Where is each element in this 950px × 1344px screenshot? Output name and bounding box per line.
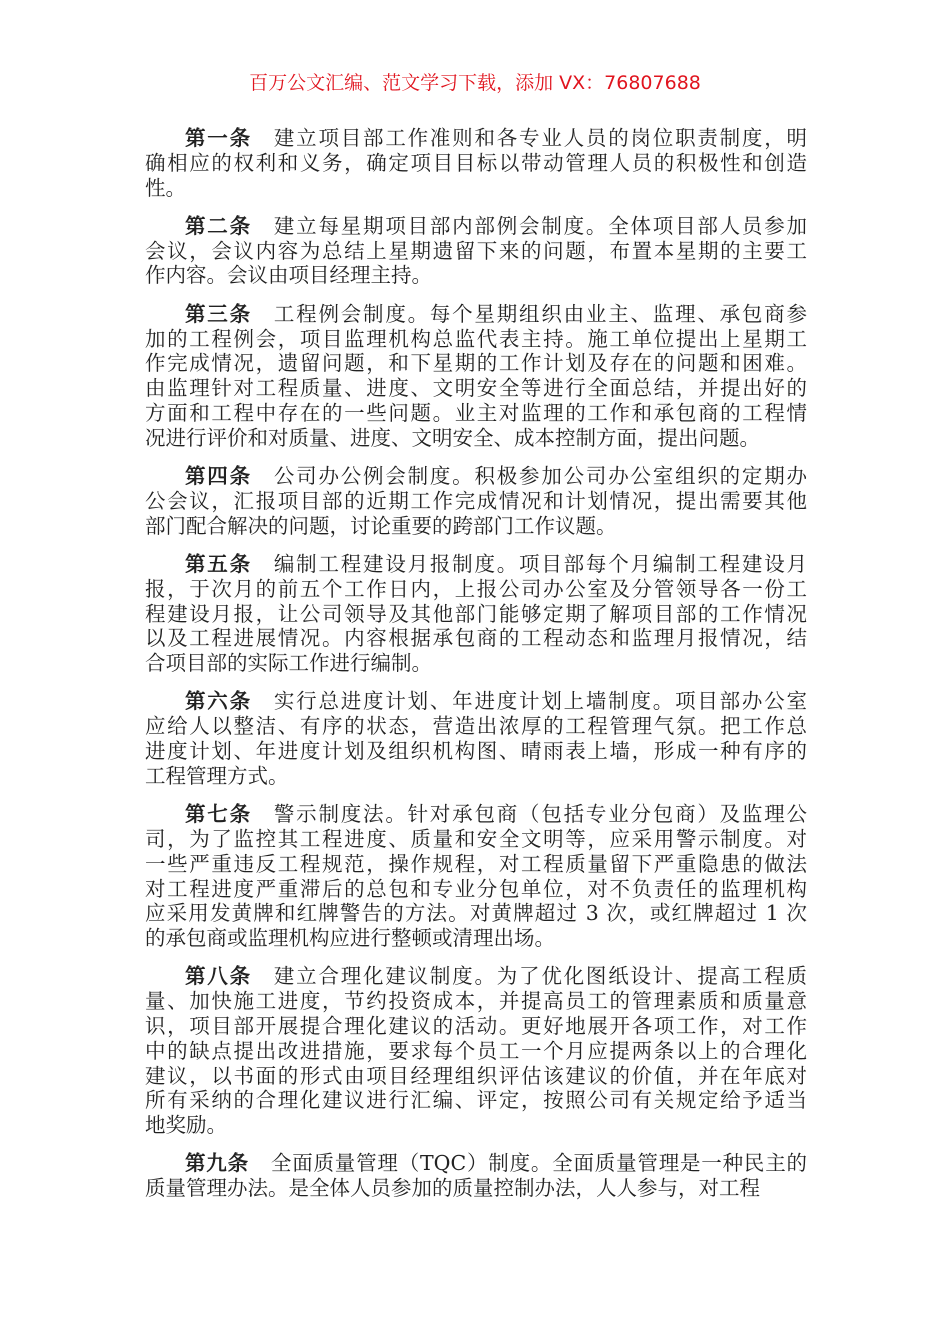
line-text: 应给人以整洁、有序的状态，营造出浓厚的工程管理气氛。把工作总: [145, 714, 807, 739]
line-text: 加的工程例会，项目监理机构总监代表主持。施工单位提出上星期工: [145, 326, 807, 351]
text-line: [145, 176, 807, 201]
text-line: [145, 577, 807, 602]
text-line: [145, 239, 807, 264]
text-line: [145, 464, 807, 489]
article-label: 第四条: [185, 464, 252, 489]
article-label: 第二条: [185, 213, 252, 238]
line-text: 程建设月报，让公司领导及其他部门能够定期了解项目部的工作情况: [145, 601, 807, 626]
document-body: [145, 126, 807, 1215]
text-line: [145, 926, 807, 951]
line-text: 编制工程建设月报制度。项目部每个月编制工程建设月: [273, 551, 808, 576]
article-label: 第八条: [185, 964, 252, 989]
line-text: 方面和工程中存在的一些问题。业主对监理的工作和承包商的工程情: [145, 400, 807, 425]
article-paragraph: [145, 552, 807, 676]
article-paragraph: [145, 464, 807, 538]
line-text: 建立每星期项目部内部例会制度。全体项目部人员参加: [273, 213, 808, 238]
line-text: 建议，以书面的形式由项目经理组织评估该建议的价值，并在年底对: [145, 1063, 807, 1088]
line-text: 工程例会制度。每个星期组织由业主、监理、承包商参: [273, 301, 808, 326]
text-line: [145, 376, 807, 401]
article-paragraph: [145, 689, 807, 788]
line-text: 全面质量管理（TQC）制度。全面质量管理是一种民主的: [270, 1151, 807, 1176]
text-line: [145, 552, 807, 577]
line-text: 对工程进度严重滞后的总包和专业分包单位，对不负责任的监理机构: [145, 876, 807, 901]
text-line: [145, 964, 807, 989]
text-line: [145, 1039, 807, 1064]
line-text: 况进行评价和对质量、进度、文明安全、成本控制方面，提出问题。: [145, 425, 760, 450]
text-line: [145, 877, 807, 902]
text-line: [145, 401, 807, 426]
line-text: 作内容。会议由项目经理主持。: [145, 263, 432, 288]
text-line: [145, 426, 807, 451]
line-text: 建立项目部工作准则和各专业人员的岗位职责制度，明: [273, 126, 808, 150]
text-line: [145, 1014, 807, 1039]
line-text: 工程管理方式。: [145, 763, 289, 788]
article-paragraph: [145, 214, 807, 288]
line-text: 中的缺点提出改进措施，要求每个员工一个月应提两条以上的合理化: [145, 1038, 807, 1063]
text-line: [145, 514, 807, 539]
text-line: [145, 263, 807, 288]
text-line: [145, 626, 807, 651]
line-text: 一些严重违反工程规范，操作规程，对工程质量留下严重隐患的做法: [145, 851, 807, 876]
article-paragraph: [145, 802, 807, 951]
text-line: [145, 351, 807, 376]
line-text: 警示制度法。针对承包商（包括专业分包商）及监理公: [273, 802, 808, 827]
text-line: [145, 689, 807, 714]
line-text: 以及工程进展情况。内容根据承包商的工程动态和监理月报情况，结: [145, 626, 807, 651]
text-line: [145, 1088, 807, 1113]
text-line: [145, 1064, 807, 1089]
text-line: [145, 302, 807, 327]
line-text: 建立合理化建议制度。为了优化图纸设计、提高工程质: [273, 964, 808, 989]
watermark-banner: 百万公文汇编、范文学习下载，添加 VX：76807688: [249, 72, 701, 94]
article-label: 第五条: [185, 551, 252, 576]
line-text: 质量管理办法。是全体人员参加的质量控制办法，人人参与，对工程: [145, 1176, 760, 1201]
line-text: 识，项目部开展提合理化建议的活动。更好地展开各项工作，对工作: [145, 1014, 807, 1038]
line-text: 的承包商或监理机构应进行整顿或清理出场。: [145, 926, 555, 951]
line-text: 公司办公例会制度。积极参加公司办公室组织的定期办: [273, 464, 808, 489]
text-line: [145, 852, 807, 877]
article-label: 第一条: [185, 126, 252, 150]
line-text: 进度计划、年进度计划及组织机构图、晴雨表上墙，形成一种有序的: [145, 739, 807, 764]
text-line: [145, 1151, 807, 1176]
text-line: [145, 151, 807, 176]
text-line: [145, 489, 807, 514]
text-line: [145, 901, 807, 926]
text-line: [145, 827, 807, 852]
line-text: 性。: [145, 175, 186, 200]
text-line: [145, 739, 807, 764]
article-label: 第六条: [185, 689, 252, 714]
line-text: 实行总进度计划、年进度计划上墙制度。项目部办公室: [273, 689, 808, 714]
text-line: [145, 214, 807, 239]
line-text: 合项目部的实际工作进行编制。: [145, 651, 432, 676]
text-line: [145, 126, 807, 151]
text-line: [145, 651, 807, 676]
text-line: [145, 602, 807, 627]
article-paragraph: [145, 126, 807, 200]
article-paragraph: [145, 302, 807, 451]
line-text: 司，为了监控其工程进度、质量和安全文明等，应采用警示制度。对: [145, 826, 807, 851]
line-text: 公会议，汇报项目部的近期工作完成情况和计划情况，提出需要其他: [145, 488, 807, 513]
line-text: 确相应的权利和义务，确定项目目标以带动管理人员的积极性和创造: [145, 150, 807, 175]
text-line: [145, 714, 807, 739]
line-text: 应采用发黄牌和红牌警告的方法。对黄牌超过 3 次，或红牌超过 1 次: [145, 901, 807, 926]
text-line: [145, 327, 807, 352]
text-line: [145, 802, 807, 827]
article-label: 第三条: [185, 301, 252, 326]
line-text: 作完成情况，遗留问题，和下星期的工作计划及存在的问题和困难。: [145, 351, 807, 376]
line-text: 所有采纳的合理化建议进行汇编、评定，按照公司有关规定给予适当: [145, 1088, 807, 1113]
article-label: 第九条: [185, 1151, 249, 1176]
line-text: 会议，会议内容为总结上星期遗留下来的问题，布置本星期的主要工: [145, 238, 807, 263]
text-line: [145, 1113, 807, 1138]
text-line: [145, 1176, 807, 1201]
article-label: 第七条: [185, 802, 252, 827]
line-text: 报，于次月的前五个工作日内，上报公司办公室及分管领导各一份工: [145, 576, 807, 601]
article-paragraph: [145, 964, 807, 1138]
line-text: 地奖励。: [145, 1113, 227, 1138]
text-line: [145, 764, 807, 789]
text-line: [145, 989, 807, 1014]
line-text: 量、加快施工进度，节约投资成本，并提高员工的管理素质和质量意: [145, 989, 807, 1014]
line-text: 由监理针对工程质量、进度、文明安全等进行全面总结，并提出好的: [145, 376, 807, 401]
line-text: 部门配合解决的问题，讨论重要的跨部门工作议题。: [145, 513, 617, 538]
article-paragraph: [145, 1151, 807, 1201]
